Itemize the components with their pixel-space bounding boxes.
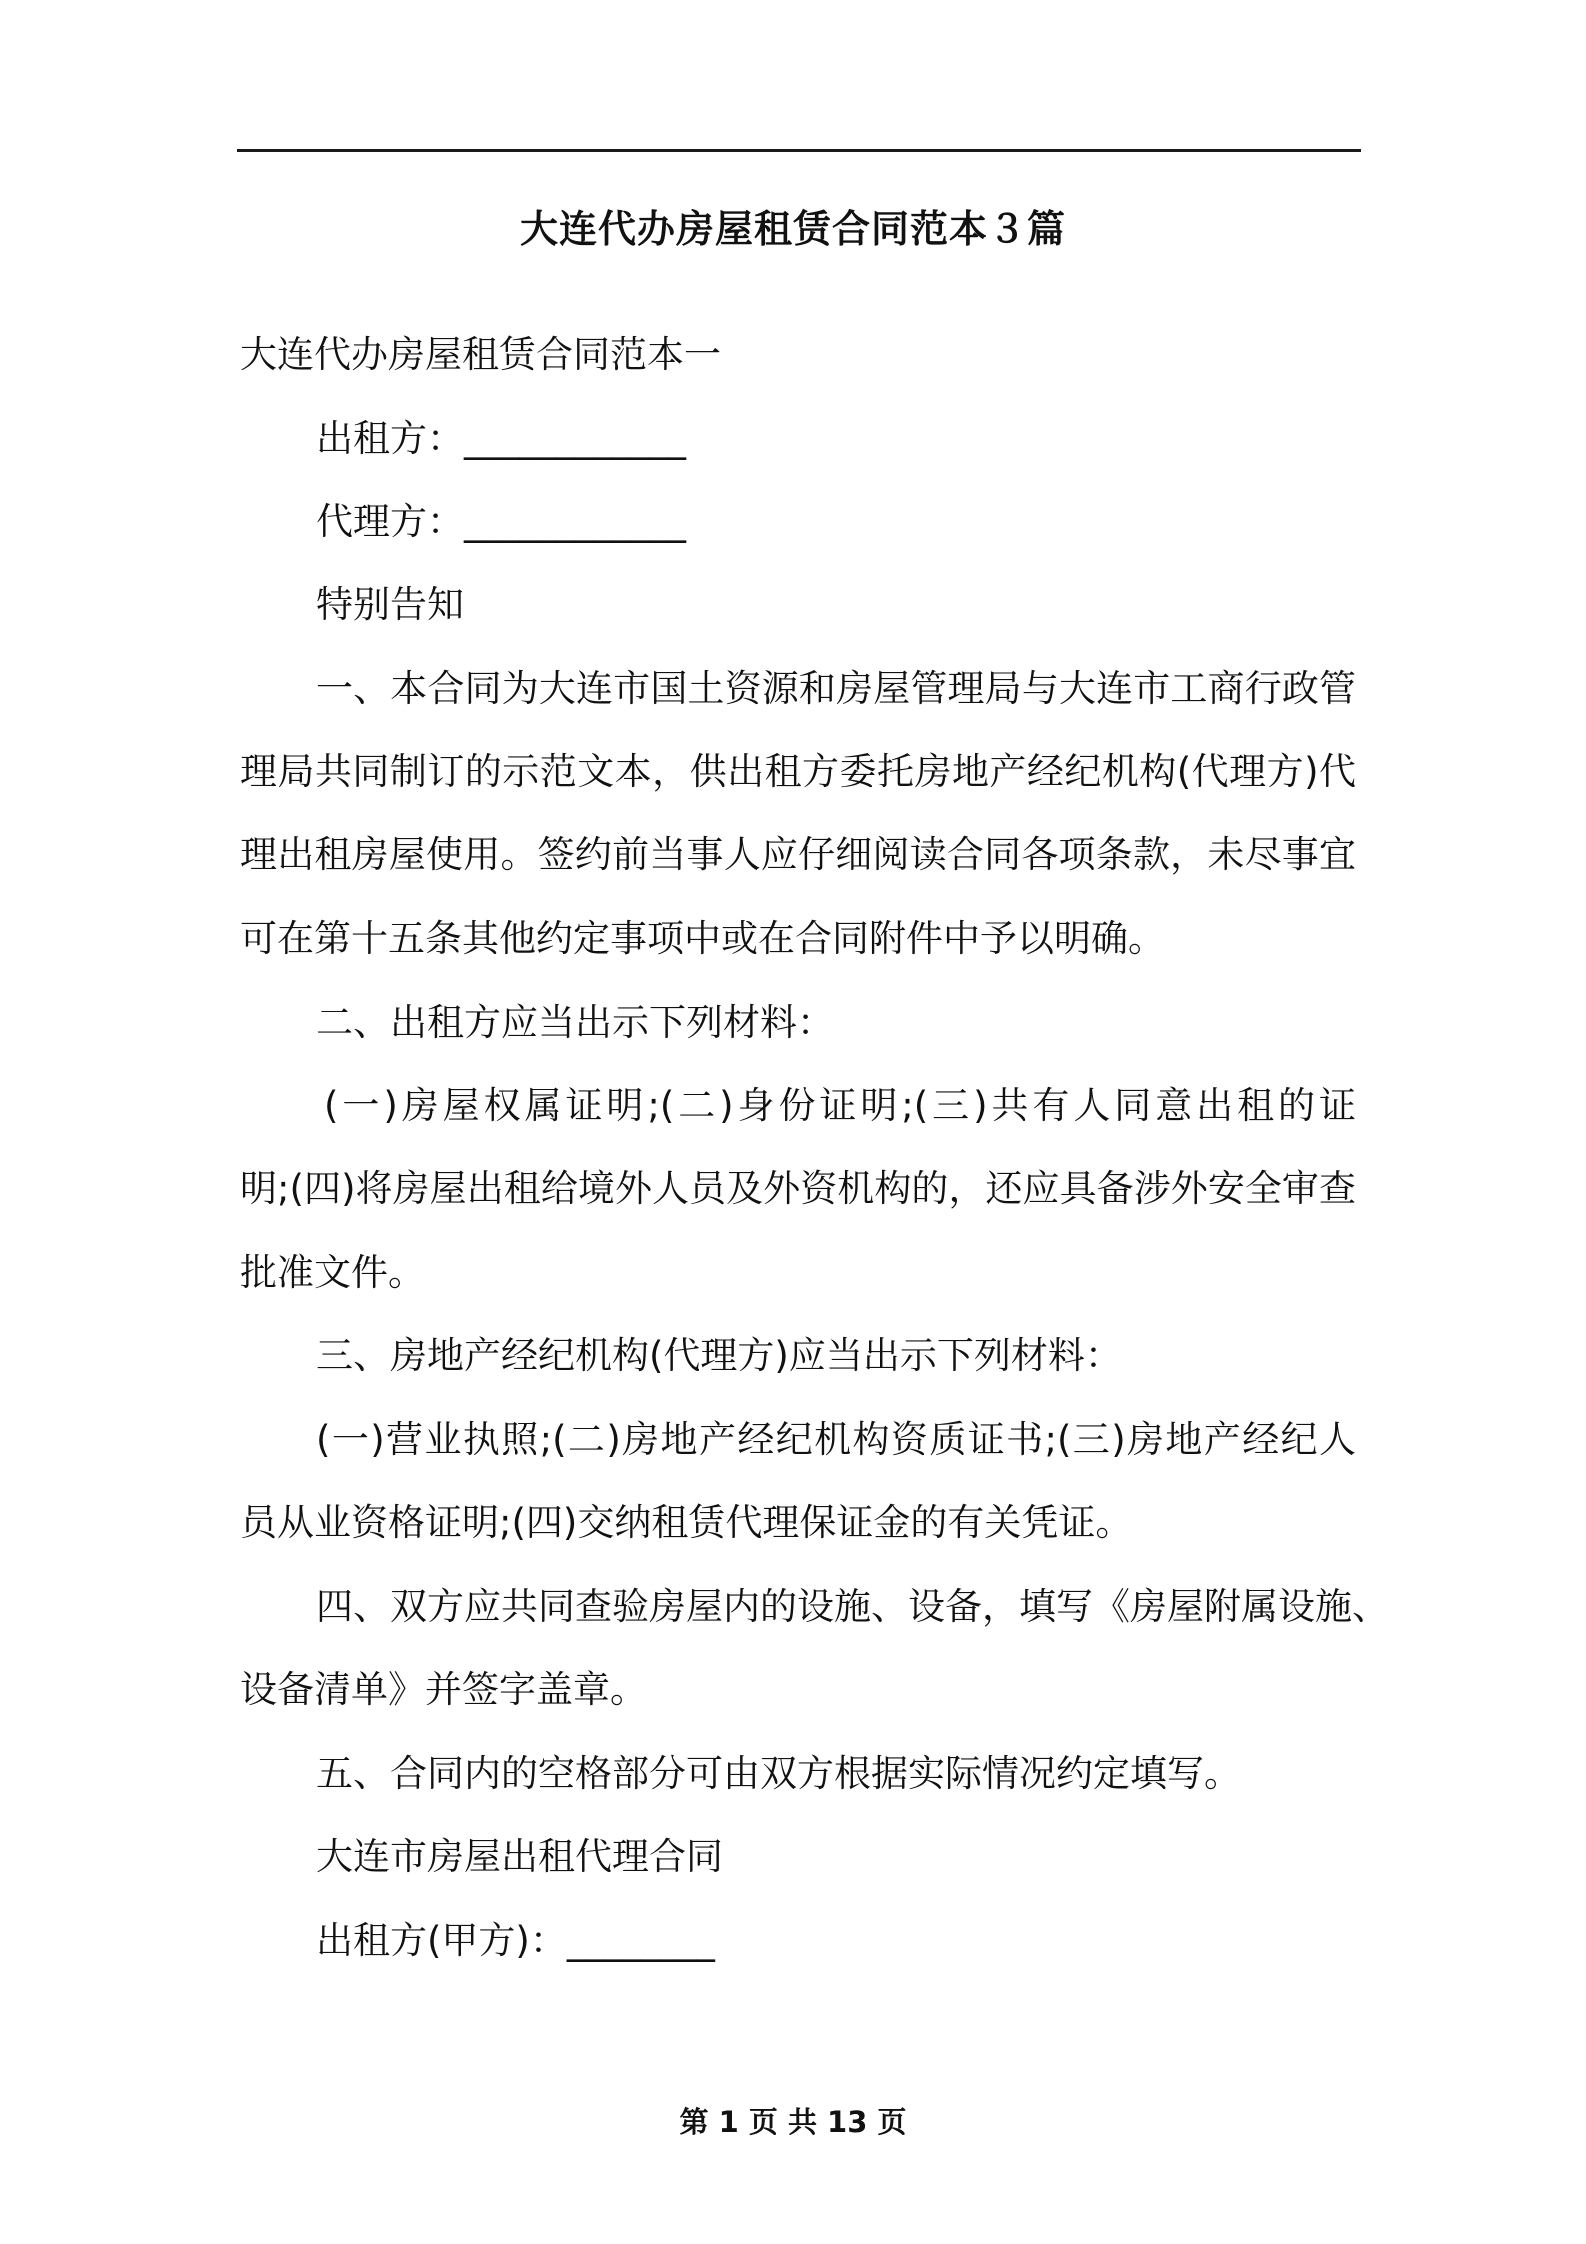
header-rule [237,149,1361,152]
section-heading: 大连代办房屋租赁合同范本一 [240,333,721,376]
paragraph-line: (一)营业执照;(二)房地产经纪机构资质证书;(三)房地产经纪人 [316,1418,1356,1461]
page-indicator: 第 1 页 共 13 页 [679,2105,907,2139]
paragraph-line: (一)房屋权属证明;(二)身份证明;(三)共有人同意出租的证 [324,1084,1356,1127]
contract-title: 大连市房屋出租代理合同 [316,1835,723,1878]
paragraph-line: 三、房地产经纪机构(代理方)应当出示下列材料： [316,1334,1122,1377]
paragraph-line: 理出租房屋使用。签约前当事人应仔细阅读合同各项条款，未尽事宜 [240,833,1356,876]
paragraph-line: 理局共同制订的示范文本，供出租方委托房地产经纪机构(代理方)代 [240,750,1356,793]
paragraph-line: 可在第十五条其他约定事项中或在合同附件中予以明确。 [240,917,1165,960]
party-a-field-label: 出租方(甲方)：________ [316,1919,715,1962]
paragraph-line: 设备清单》并签字盖章。 [240,1668,647,1711]
paragraph-line: 批准文件。 [240,1251,425,1294]
document-title: 大连代办房屋租赁合同范本３篇 [519,207,1066,251]
paragraph-line: 一、本合同为大连市国土资源和房屋管理局与大连市工商行政管 [316,667,1356,710]
paragraph-line: 四、双方应共同查验房屋内的设施、设备，填写《房屋附属设施、 [316,1585,1389,1628]
agent-field-label: 代理方：____________ [316,500,686,543]
paragraph-line: 五、合同内的空格部分可由双方根据实际情况约定填写。 [316,1752,1241,1795]
paragraph-line: 员从业资格证明;(四)交纳租赁代理保证金的有关凭证。 [240,1501,1133,1544]
notice-heading: 特别告知 [316,583,464,626]
lessor-field-label: 出租方：____________ [316,417,686,460]
paragraph-line: 二、出租方应当出示下列材料： [316,1001,834,1044]
paragraph-line: 明;(四)将房屋出租给境外人员及外资机构的，还应具备涉外安全审查 [240,1167,1356,1210]
